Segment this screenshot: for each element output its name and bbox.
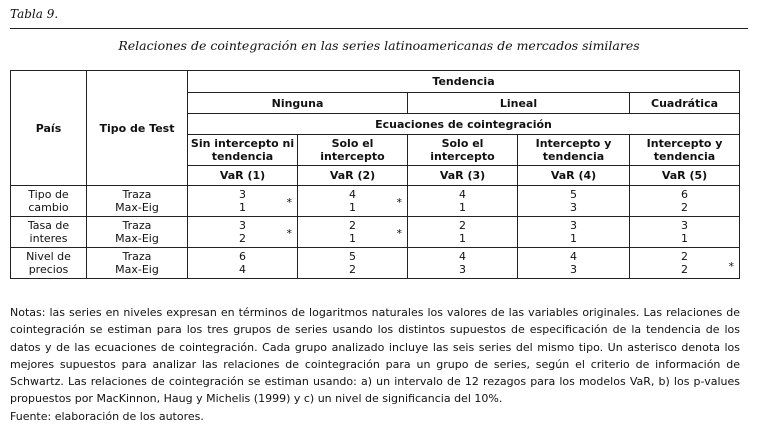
value: 4 bbox=[459, 188, 466, 201]
value-cell bbox=[188, 217, 298, 248]
value: 1 bbox=[459, 201, 466, 214]
value: 6 bbox=[681, 188, 689, 201]
value: 5 bbox=[570, 188, 577, 201]
test-type-label: Max-Eig bbox=[115, 232, 159, 245]
notes bbox=[10, 304, 740, 425]
table-label: Tabla 9. bbox=[10, 7, 59, 21]
value: 2 bbox=[349, 219, 356, 232]
table-row bbox=[11, 186, 740, 217]
table-body bbox=[11, 186, 740, 279]
asterisk-marker: * bbox=[396, 227, 402, 240]
value: 2 bbox=[459, 219, 466, 232]
header-var: VaR (4) bbox=[518, 166, 630, 186]
value: 2 bbox=[681, 250, 689, 263]
header-pais: País bbox=[11, 71, 87, 186]
test-type-cell bbox=[87, 186, 188, 217]
value-cell bbox=[518, 186, 630, 217]
header-spec: Solo el intercepto bbox=[298, 135, 408, 166]
value-cell bbox=[188, 248, 298, 279]
value: 4 bbox=[570, 250, 577, 263]
asterisk-marker: * bbox=[286, 196, 292, 209]
value: 2 bbox=[349, 263, 356, 276]
value: 3 bbox=[570, 263, 577, 276]
test-type-label: Max-Eig bbox=[115, 201, 159, 214]
value: 4 bbox=[459, 250, 466, 263]
header-ecuaciones: Ecuaciones de cointegración bbox=[188, 114, 740, 135]
header-ninguna: Ninguna bbox=[188, 93, 408, 114]
value-cell bbox=[408, 217, 518, 248]
value: 3 bbox=[570, 201, 577, 214]
cointegration-table bbox=[10, 70, 740, 279]
test-type-label: Max-Eig bbox=[115, 263, 159, 276]
value: 6 bbox=[239, 250, 246, 263]
asterisk-marker: * bbox=[728, 260, 735, 273]
value: 2 bbox=[681, 263, 689, 276]
header-var: VaR (5) bbox=[630, 166, 740, 186]
value: 2 bbox=[681, 201, 689, 214]
value: 1 bbox=[570, 232, 577, 245]
header-spec: Sin intercepto ni tendencia bbox=[188, 135, 298, 166]
value-cell bbox=[298, 186, 408, 217]
value: 2 bbox=[239, 232, 246, 245]
asterisk-marker: * bbox=[396, 196, 402, 209]
pais-cell: Nivel de precios bbox=[11, 248, 87, 279]
value: 3 bbox=[570, 219, 577, 232]
value: 5 bbox=[349, 250, 356, 263]
value-cell bbox=[188, 186, 298, 217]
test-type-cell bbox=[87, 217, 188, 248]
value: 1 bbox=[681, 232, 689, 245]
value-cell bbox=[518, 217, 630, 248]
value-cell bbox=[630, 217, 740, 248]
value: 1 bbox=[349, 232, 356, 245]
table-row bbox=[11, 217, 740, 248]
header-tipo-test: Tipo de Test bbox=[87, 71, 188, 186]
notes-text: Notas: las series en niveles expresan en términos de logaritmos naturales los valores de las variables originales. Las relaciones de cointegración se estiman para los tres grupos de series usando los distintos supuestos de especificación de la tendencia de los datos y de las ecuaciones de cointegración. Cada grupo analizado incluye las seis series del mismo tipo. Un asterisco denota los mejores supuestos para analizar las relaciones de cointegración para un grupo de series, según el criterio de información de Schwartz. Las relaciones de cointegración se estiman usando: a) un intervalo de 12 rezagos para los modelos VaR, b) los p-values propuestos por MacKinnon, Haug y Michelis (1999) y c) un nivel de significancia del 10%. bbox=[10, 306, 740, 406]
value: 4 bbox=[349, 188, 356, 201]
header-var: VaR (2) bbox=[298, 166, 408, 186]
top-rule bbox=[10, 28, 748, 29]
value: 3 bbox=[681, 219, 689, 232]
pais-cell: Tasa de interes bbox=[11, 217, 87, 248]
header-cuadratica: Cuadrática bbox=[630, 93, 740, 114]
value-cell bbox=[298, 217, 408, 248]
table-caption: Relaciones de cointegración en las series latinoamericanas de mercados similares bbox=[118, 38, 640, 53]
header-var: VaR (1) bbox=[188, 166, 298, 186]
value: 4 bbox=[239, 263, 246, 276]
value-cell bbox=[630, 186, 740, 217]
table-row bbox=[11, 248, 740, 279]
value-cell bbox=[298, 248, 408, 279]
test-type-label: Traza bbox=[122, 219, 152, 232]
header-var: VaR (3) bbox=[408, 166, 518, 186]
pais-cell: Tipo de cambio bbox=[11, 186, 87, 217]
value: 1 bbox=[459, 232, 466, 245]
value-cell bbox=[408, 248, 518, 279]
value: 1 bbox=[239, 201, 246, 214]
value-cell bbox=[518, 248, 630, 279]
test-type-label: Traza bbox=[122, 188, 152, 201]
test-type-label: Traza bbox=[122, 250, 152, 263]
test-type-cell bbox=[87, 248, 188, 279]
value: 3 bbox=[239, 219, 246, 232]
header-spec: Intercepto y tendencia bbox=[518, 135, 630, 166]
value: 3 bbox=[239, 188, 246, 201]
value: 1 bbox=[349, 201, 356, 214]
value-cell bbox=[408, 186, 518, 217]
header-tendencia: Tendencia bbox=[188, 71, 740, 93]
value: 3 bbox=[459, 263, 466, 276]
header-spec: Intercepto y tendencia bbox=[630, 135, 740, 166]
asterisk-marker: * bbox=[286, 227, 292, 240]
source-text: Fuente: elaboración de los autores. bbox=[10, 409, 204, 423]
value-cell bbox=[630, 248, 740, 279]
header-lineal: Lineal bbox=[408, 93, 630, 114]
header-spec: Solo el intercepto bbox=[408, 135, 518, 166]
